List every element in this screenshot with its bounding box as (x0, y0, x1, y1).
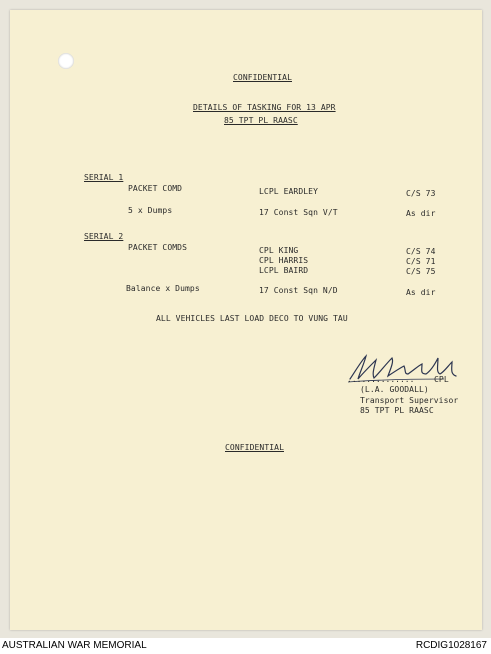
punch-hole (58, 53, 74, 69)
serial-2-role: PACKET COMDS (128, 243, 187, 252)
serial-2-callsign-2: C/S 71 (406, 257, 436, 266)
serial-1-role: PACKET COMD (128, 184, 183, 193)
serial-1-instruction: As dir (406, 209, 436, 218)
signatory-unit: 85 TPT PL RAASC (360, 406, 434, 415)
serial-1-item: 5 x Dumps (128, 206, 173, 215)
footer-id: RCDIG1028167 (415, 640, 487, 651)
serial-2-assignee-3: LCPL BAIRD (259, 266, 309, 275)
serial-2-assignee-2: CPL HARRIS (259, 256, 309, 265)
signatory-title: Transport Supervisor (360, 396, 459, 405)
signatory-name: (L.A. GOODALL) (360, 385, 429, 394)
vehicle-note: ALL VEHICLES LAST LOAD DECO TO VUNG TAU (156, 314, 348, 323)
serial-1-callsign: C/S 73 (406, 189, 436, 198)
classification-bottom: CONFIDENTIAL (225, 443, 284, 452)
serial-1-unit: 17 Const Sqn V/T (259, 208, 338, 217)
serial-2-instruction: As dir (406, 288, 436, 297)
signature-rank: CPL (434, 375, 449, 384)
classification-top: CONFIDENTIAL (233, 73, 292, 82)
serial-2-callsign-1: C/S 74 (406, 247, 436, 256)
serial-1-assignee: LCPL EARDLEY (259, 187, 318, 196)
document-subtitle: 85 TPT PL RAASC (224, 116, 298, 125)
serial-2-unit: 17 Const Sqn N/D (259, 286, 338, 295)
serial-2-label: SERIAL 2 (84, 232, 124, 241)
document-title: DETAILS OF TASKING FOR 13 APR (193, 103, 336, 112)
signature-dotted-line: .............. (347, 375, 415, 384)
serial-1-label: SERIAL 1 (84, 173, 124, 182)
serial-2-callsign-3: C/S 75 (406, 267, 436, 276)
serial-2-assignee-1: CPL KING (259, 246, 299, 255)
serial-2-item: Balance x Dumps (126, 284, 200, 293)
footer-source: AUSTRALIAN WAR MEMORIAL (2, 640, 147, 651)
